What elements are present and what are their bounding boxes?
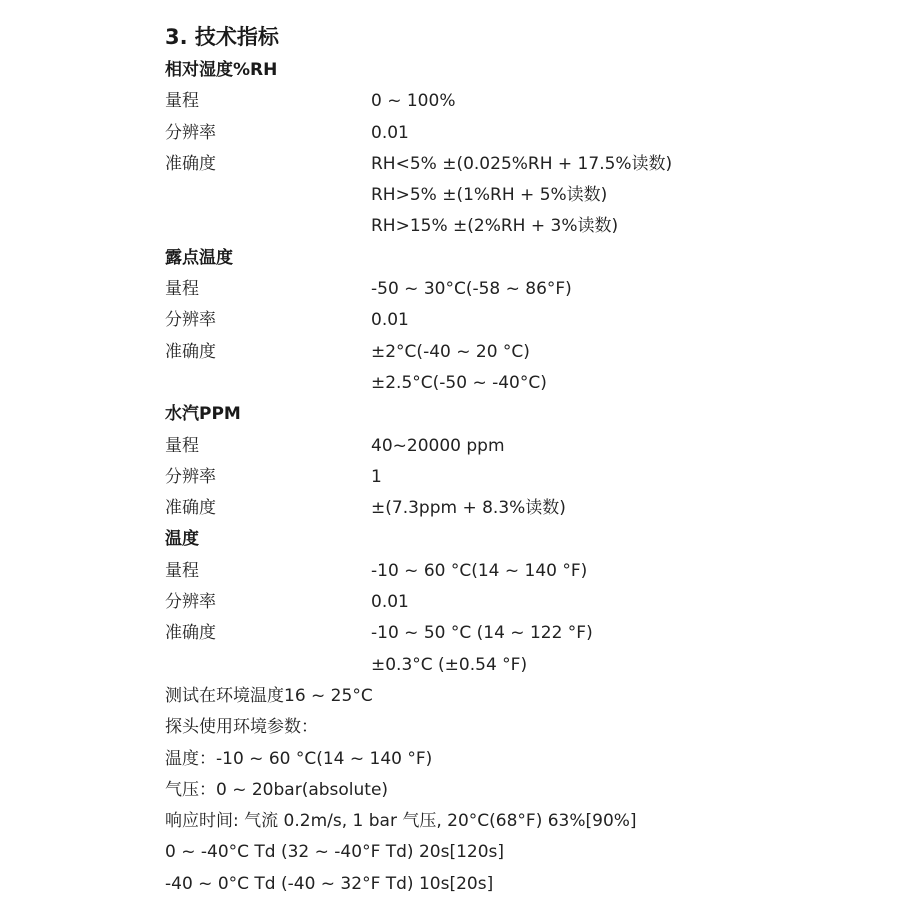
spec-row-accuracy: [165, 493, 865, 524]
spec-row-resolution: [165, 587, 865, 618]
spec-row-resolution: [165, 305, 865, 336]
spec-document: [165, 22, 865, 900]
page-title: 3. 技术指标: [165, 25, 279, 49]
spec-value: 0.01: [371, 592, 409, 613]
spec-row-accuracy-cont: [165, 211, 865, 242]
spec-value: 0 ~ 100%: [371, 91, 456, 112]
note-response-range-2: -40 ~ 0°C Td (-40 ~ 32°F Td) 10s[20s]: [165, 873, 494, 894]
spec-value: ±(7.3ppm + 8.3%读数): [371, 498, 566, 519]
spec-row-accuracy: [165, 618, 865, 649]
spec-value: 0.01: [371, 122, 409, 143]
note-response-range-1: 0 ~ -40°C Td (32 ~ -40°F Td) 20s[120s]: [165, 842, 505, 863]
spec-label: 量程: [165, 560, 199, 581]
section-title-humidity: 相对湿度%RH: [165, 60, 278, 80]
spec-value: ±0.3°C (±0.54 °F): [371, 654, 528, 675]
spec-label: 量程: [165, 91, 199, 112]
note-probe-temp: 温度：-10 ~ 60 °C(14 ~ 140 °F): [165, 748, 433, 769]
spec-value: 0.01: [371, 310, 409, 331]
spec-row-resolution: [165, 462, 865, 493]
spec-label: 分辨率: [165, 310, 216, 331]
note-test-env: 测试在环境温度16 ~ 25°C: [165, 685, 373, 706]
spec-row-accuracy-cont: [165, 650, 865, 681]
spec-label: 分辨率: [165, 122, 216, 143]
spec-row-range: [165, 556, 865, 587]
note-probe-pressure: 气压：0 ~ 20bar(absolute): [165, 779, 389, 800]
spec-value: RH<5% ±(0.025%RH + 17.5%读数): [371, 153, 673, 174]
section-title-temperature: 温度: [165, 529, 199, 550]
spec-label: 量程: [165, 279, 199, 300]
section-title-dewpoint: 露点温度: [165, 247, 233, 268]
spec-value: ±2°C(-40 ~ 20 °C): [371, 341, 530, 362]
spec-row-range: [165, 274, 865, 305]
spec-row-accuracy-cont: [165, 180, 865, 211]
spec-value: 1: [371, 466, 382, 487]
spec-row-resolution: [165, 118, 865, 149]
spec-row-accuracy-cont: [165, 368, 865, 399]
spec-label: 准确度: [165, 341, 216, 362]
spec-value: -10 ~ 50 °C (14 ~ 122 °F): [371, 623, 593, 644]
spec-value: RH>5% ±(1%RH + 5%读数): [371, 185, 608, 206]
spec-row-range: [165, 86, 865, 117]
spec-value: RH>15% ±(2%RH + 3%读数): [371, 216, 619, 237]
spec-label: 准确度: [165, 623, 216, 644]
spec-label: 量程: [165, 435, 199, 456]
section-title-ppm: 水汽PPM: [165, 404, 241, 425]
spec-row-range: [165, 431, 865, 462]
note-response-time: 响应时间: 气流 0.2m/s, 1 bar 气压, 20°C(68°F) 63%[90%]: [165, 811, 637, 832]
spec-label: 准确度: [165, 153, 216, 174]
note-probe-env: 探头使用环境参数：: [165, 717, 318, 738]
spec-value: ±2.5°C(-50 ~ -40°C): [371, 372, 547, 393]
spec-row-accuracy: [165, 149, 865, 180]
spec-row-accuracy: [165, 337, 865, 368]
spec-label: 分辨率: [165, 466, 216, 487]
spec-value: -10 ~ 60 °C(14 ~ 140 °F): [371, 560, 588, 581]
spec-value: -50 ~ 30°C(-58 ~ 86°F): [371, 279, 572, 300]
spec-value: 40~20000 ppm: [371, 435, 505, 456]
spec-label: 分辨率: [165, 592, 216, 613]
spec-label: 准确度: [165, 498, 216, 519]
